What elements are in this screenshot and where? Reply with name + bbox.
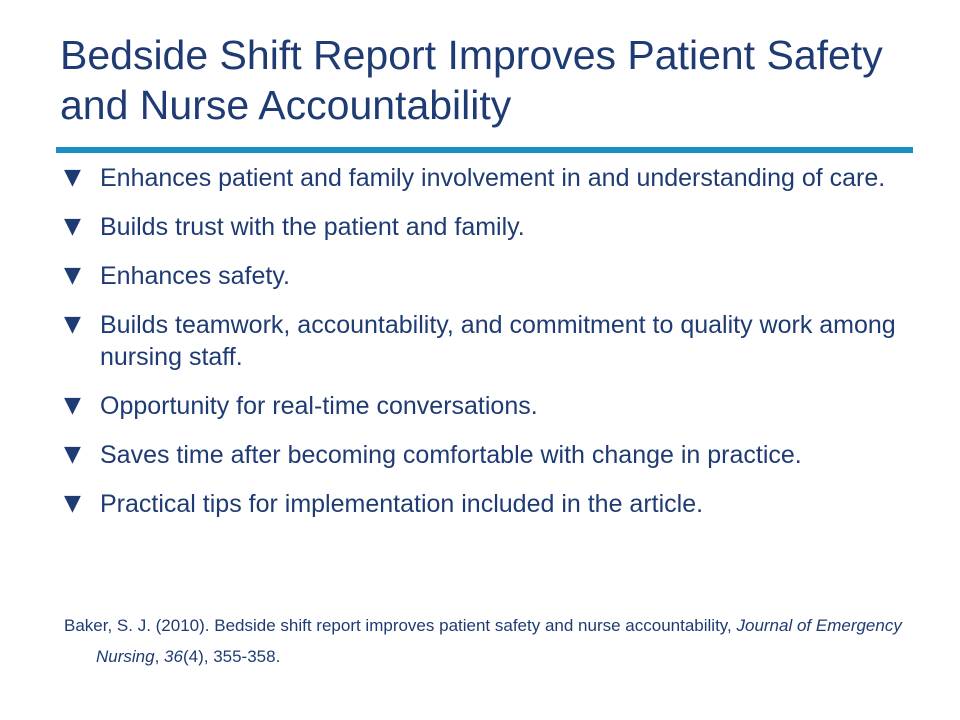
citation-pages: (4), 355-358. [182,647,281,666]
bullet-list [64,162,924,537]
bullet-text: Enhances safety. [100,262,290,290]
title-divider [56,147,913,153]
triangle-down-icon: ▼ [64,312,81,337]
citation [64,610,926,672]
bullet-text: Enhances patient and family involvement in and understanding of care. [100,164,886,192]
bullet-text: Practical tips for implementation included in the article. [100,490,704,518]
citation-authors-title: Baker, S. J. (2010). Bedside shift report improves patient safety and nurse accountability, [64,616,737,635]
slide-title: Bedside Shift Report Improves Patient Safety and Nurse Accountability [60,32,883,128]
list-item [64,439,924,471]
citation-separator: , [154,647,165,666]
triangle-down-icon: ▼ [64,165,81,190]
list-item [64,260,924,292]
list-item [64,488,924,520]
triangle-down-icon: ▼ [64,263,81,288]
list-item [64,162,924,194]
bullet-text: Builds trust with the patient and family. [100,213,525,241]
list-item [64,211,924,243]
triangle-down-icon: ▼ [64,214,81,239]
triangle-down-icon: ▼ [64,393,81,418]
triangle-down-icon: ▼ [64,442,81,467]
citation-journal: Journal of Emergency Nursing [96,616,902,666]
bullet-text: Opportunity for real-time conversations. [100,392,538,420]
bullet-text: Saves time after becoming comfortable with change in practice. [100,441,802,469]
list-item [64,390,924,422]
bullet-text: Builds teamwork, accountability, and commitment to quality work among nursing staff. [100,311,896,371]
citation-volume: 36 [164,647,183,666]
list-item [64,309,924,373]
triangle-down-icon: ▼ [64,491,81,516]
